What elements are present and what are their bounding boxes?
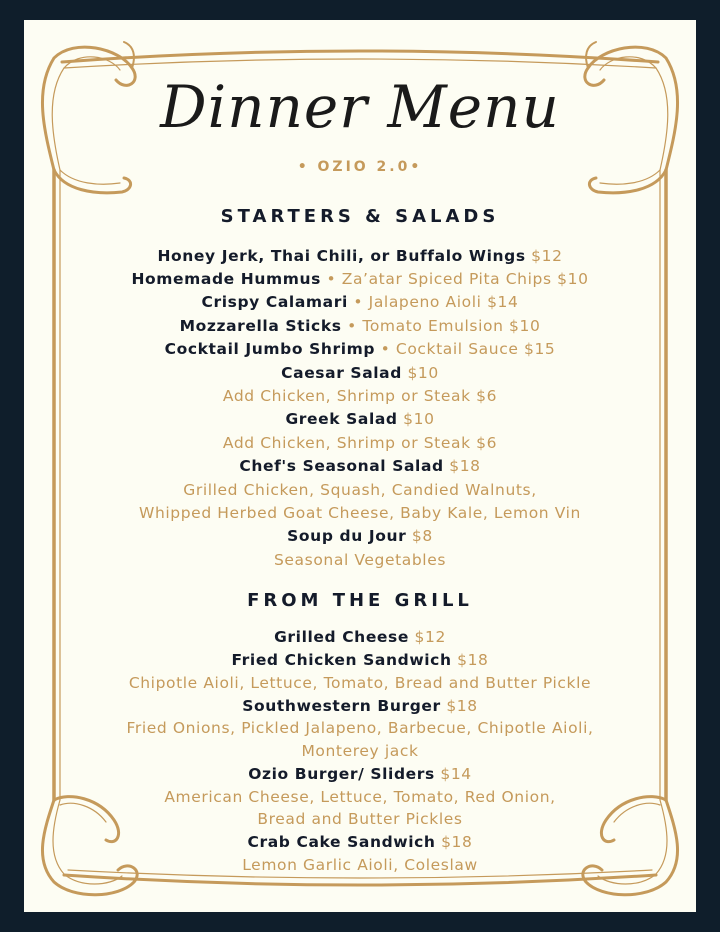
item-name: Soup du Jour [287, 527, 407, 545]
item-price: $8 [411, 527, 433, 545]
menu-item-hummus [24, 269, 696, 289]
item-name: Greek Salad [285, 410, 398, 428]
item-desc-ozio-2: Bread and Butter Pickles [257, 810, 463, 828]
menu-item-ozio-burger [24, 764, 696, 784]
menu-item-calamari [24, 292, 696, 312]
item-desc-chefs-1: Grilled Chicken, Squash, Candied Walnuts, [183, 481, 537, 499]
menu-subtitle: • OZIO 2.0• [297, 159, 423, 175]
item-name: Mozzarella Sticks [179, 317, 342, 335]
item-price: $14 [440, 765, 472, 783]
item-detail: • Jalapeno Aioli $14 [353, 293, 519, 311]
section-title-grill: FROM THE GRILL [247, 590, 473, 611]
menu-item-greek [24, 409, 696, 429]
section-title-starters: STARTERS & SALADS [220, 206, 500, 227]
menu-page [24, 20, 696, 912]
item-name: Honey Jerk, Thai Chili, or Buffalo Wings [157, 247, 526, 265]
item-name: Southwestern Burger [242, 697, 441, 715]
menu-item-caesar [24, 363, 696, 383]
item-detail: • Tomato Emulsion $10 [347, 317, 541, 335]
item-addon-caesar: Add Chicken, Shrimp or Steak $6 [222, 387, 498, 405]
item-detail: • Cocktail Sauce $15 [380, 340, 556, 358]
item-desc-ozio-1: American Cheese, Lettuce, Tomato, Red Onion, [164, 788, 556, 806]
menu-item-shrimp [24, 339, 696, 359]
item-desc-southwestern-1: Fried Onions, Pickled Jalapeno, Barbecue, Chipotle Aioli, [126, 719, 594, 737]
menu-item-wings [24, 246, 696, 266]
item-price: $12 [414, 628, 446, 646]
item-name: Homemade Hummus [131, 270, 321, 288]
item-price: $18 [441, 833, 473, 851]
item-desc-soup: Seasonal Vegetables [273, 551, 447, 569]
item-name: Chef's Seasonal Salad [239, 457, 444, 475]
item-name: Grilled Cheese [274, 628, 409, 646]
item-price: $18 [457, 651, 489, 669]
menu-item-grilled-cheese [24, 627, 696, 647]
item-price: $18 [446, 697, 478, 715]
item-detail: • Za’atar Spiced Pita Chips $10 [326, 270, 589, 288]
item-addon-greek: Add Chicken, Shrimp or Steak $6 [222, 434, 498, 452]
item-name: Cocktail Jumbo Shrimp [164, 340, 376, 358]
item-desc-chicken: Chipotle Aioli, Lettuce, Tomato, Bread and Butter Pickle [128, 674, 592, 692]
item-price: $10 [407, 364, 439, 382]
item-name: Ozio Burger/ Sliders [248, 765, 435, 783]
menu-item-chefs-salad [24, 456, 696, 476]
item-desc-southwestern-2: Monterey jack [301, 742, 419, 760]
menu-title: Dinner Menu [160, 73, 560, 141]
menu-item-mozzarella [24, 316, 696, 336]
item-desc-chefs-2: Whipped Herbed Goat Cheese, Baby Kale, Lemon Vin [139, 504, 581, 522]
menu-item-southwestern [24, 696, 696, 716]
item-name: Caesar Salad [281, 364, 402, 382]
menu-item-crab-cake [24, 832, 696, 852]
item-desc-crab: Lemon Garlic Aioli, Coleslaw [242, 856, 478, 874]
item-price: $10 [403, 410, 435, 428]
item-name: Fried Chicken Sandwich [231, 651, 452, 669]
item-name: Crab Cake Sandwich [247, 833, 436, 851]
item-name: Crispy Calamari [201, 293, 348, 311]
item-price: $18 [449, 457, 481, 475]
menu-item-fried-chicken [24, 650, 696, 670]
item-price: $12 [531, 247, 563, 265]
menu-item-soup [24, 526, 696, 546]
